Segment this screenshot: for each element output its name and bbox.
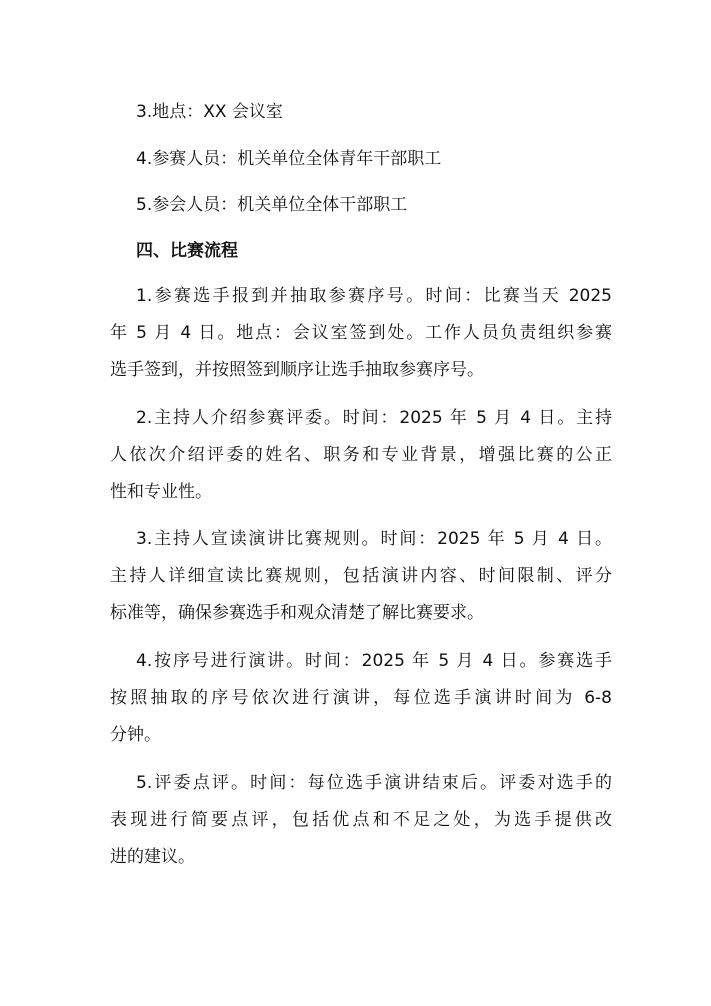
step-paragraph-3 [110,521,612,632]
step-paragraph-4 [110,643,612,754]
step-paragraph-2 [110,400,612,511]
paragraph-line: 4.按序号进行演讲。时间：2025 年 5 月 4 日。参赛选手 [136,651,612,671]
paragraph-line: 表现进行简要点评，包括优点和不足之处，为选手提供改 [110,810,612,830]
section-heading: 四、比赛流程 [136,241,238,261]
paragraph-line: 3.主持人宣读演讲比赛规则。时间：2025 年 5 月 4 日。 [136,529,612,549]
paragraph-line: 分钟。 [110,725,161,745]
paragraph-line: 按照抽取的序号依次进行演讲，每位选手演讲时间为 6-8 [110,688,612,708]
paragraph-line: 标准等，确保参赛选手和观众清楚了解比赛要求。 [110,603,484,623]
paragraph-line: 年 5 月 4 日。地点：会议室签到处。工作人员负责组织参赛 [110,323,612,343]
paragraph-line: 主持人详细宣读比赛规则，包括演讲内容、时间限制、评分 [110,566,612,586]
paragraph-line: 性和专业性。 [110,482,212,502]
paragraph-line: 进的建议。 [110,847,195,867]
paragraph-line: 1.参赛选手报到并抽取参赛序号。时间：比赛当天 2025 [136,286,612,306]
list-item-location: 3.地点：XX 会议室 [136,102,283,122]
list-item-participants: 4.参赛人员：机关单位全体青年干部职工 [136,149,442,169]
paragraph-line: 选手签到，并按照签到顺序让选手抽取参赛序号。 [110,360,484,380]
paragraph-line: 人依次介绍评委的姓名、职务和专业背景，增强比赛的公正 [110,445,612,465]
step-paragraph-1 [110,278,612,389]
list-item-attendees: 5.参会人员：机关单位全体干部职工 [136,195,408,215]
paragraph-line: 5.评委点评。时间：每位选手演讲结束后。评委对选手的 [136,773,612,793]
step-paragraph-5 [110,765,612,876]
paragraph-line: 2.主持人介绍参赛评委。时间：2025 年 5 月 4 日。主持 [136,408,612,428]
